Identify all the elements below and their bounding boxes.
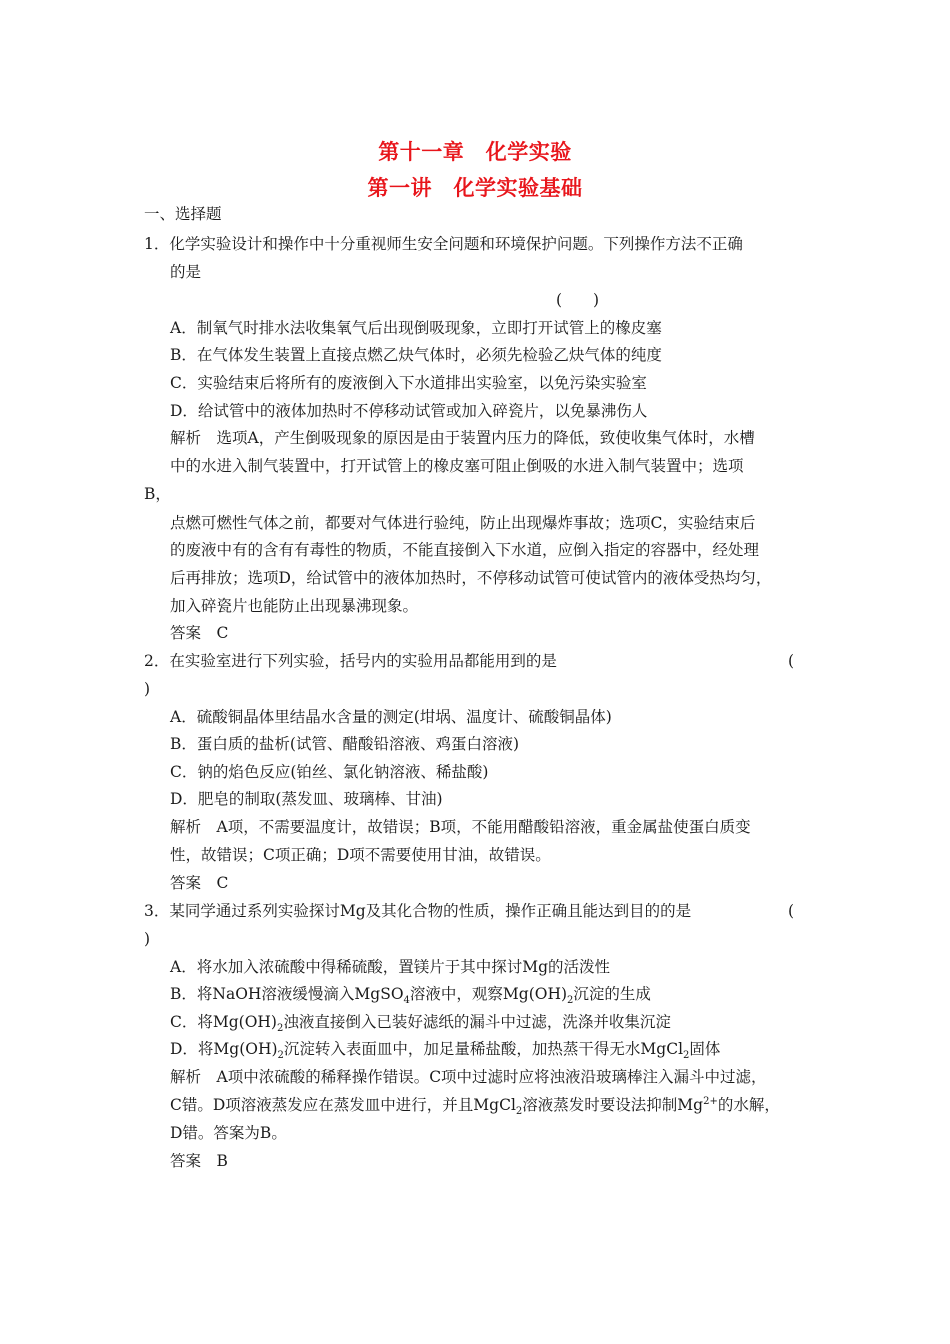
q1-stem-line1: 1．化学实验设计和操作中十分重视师生安全问题和环境保护问题。下列操作方法不正确 [144,235,743,253]
q1-option-a: A．制氧气时排水法收集氧气后出现倒吸现象，立即打开试管上的橡皮塞 [170,319,662,337]
q1-answer-paren: ( ) [556,291,600,309]
q1-analysis-line2: 中的水进入制气装置中，打开试管上的橡皮塞可阻止倒吸的水进入制气装置中；选项 [170,457,744,475]
q1-analysis-line4: 点燃可燃性气体之前，都要对气体进行验纯，防止出现爆炸事故；选项C，实验结束后 [170,514,756,532]
q3-analysis-line2: C错。D项溶液蒸发应在蒸发皿中进行，并且MgCl$_2$溶液蒸发时要设法抑制$Mg^{2+}$的水解， [170,1095,780,1118]
q1-option-d: D．给试管中的液体加热时不停移动试管或加入碎瓷片，以免暴沸伤人 [170,402,648,420]
q3-option-a: A．将水加入浓硫酸中得稀硫酸，置镁片于其中探讨Mg的活泼性 [170,958,610,976]
q3-paren-open: ( [788,902,795,920]
q1-option-b: B．在气体发生装置上直接点燃乙炔气体时，必须先检验乙炔气体的纯度 [170,346,662,364]
q2-analysis-line1: 解析 A项，不需要温度计，故错误；B项，不能用醋酸铅溶液，重金属盐使蛋白质变 [170,818,751,836]
section-heading: 一、选择题 [144,205,222,223]
q2-paren-close: ) [144,680,151,698]
q2-answer: 答案 C [170,874,229,892]
q2-option-a: A．硫酸铜晶体里结晶水含量的测定(坩埚、温度计、硫酸铜晶体) [170,708,612,726]
q1-analysis-line6: 后再排放；选项D，给试管中的液体加热时，不停移动试管可使试管内的液体受热均匀， [170,569,772,587]
q1-analysis-line1: 解析 选项A，产生倒吸现象的原因是由于装置内压力的降低，致使收集气体时，水槽 [170,429,755,447]
q1-option-c: C．实验结束后将所有的废液倒入下水道排出实验室，以免污染实验室 [170,374,647,392]
q1-analysis-line5: 的废液中有的含有有毒性的物质，不能直接倒入下水道，应倒入指定的容器中，经处理 [170,541,760,559]
q2-analysis-line2: 性，故错误；C项正确；D项不需要使用甘油，故错误。 [170,846,551,864]
q3-option-d: D．将$Mg(OH)_2$沉淀转入表面皿中，加足量稀盐酸，加热蒸干得无水MgCl$_2$固体 [170,1040,721,1062]
q2-paren-open: ( [788,652,795,670]
q3-stem: 3．某同学通过系列实验探讨Mg及其化合物的性质，操作正确且能达到目的的是 [144,902,692,920]
q1-analysis-line3: B， [144,485,171,503]
q2-stem: 2．在实验室进行下列实验，括号内的实验用品都能用到的是 [144,652,557,670]
q3-option-c: C．将$Mg(OH)_2$浊液直接倒入已装好滤纸的漏斗中过滤，洗涤并收集沉淀 [170,1013,671,1035]
chapter-title: 第十一章 化学实验 [378,140,572,164]
q2-option-c: C．钠的焰色反应(铂丝、氯化钠溶液、稀盐酸) [170,763,489,781]
q1-answer: 答案 C [170,624,229,642]
q1-analysis-line7: 加入碎瓷片也能防止出现暴沸现象。 [170,597,419,615]
lecture-title: 第一讲 化学实验基础 [367,176,583,200]
q3-analysis-line3: D错。答案为B。 [170,1124,287,1142]
q2-option-b: B．蛋白质的盐析(试管、醋酸铅溶液、鸡蛋白溶液) [170,735,519,753]
q2-option-d: D．肥皂的制取(蒸发皿、玻璃棒、甘油) [170,790,443,808]
q3-analysis-line1: 解析 A项中浓硫酸的稀释操作错误。C项中过滤时应将浊液沿玻璃棒注入漏斗中过滤， [170,1068,767,1086]
q3-answer: 答案 B [170,1152,228,1170]
q3-option-b: B．将NaOH溶液缓慢滴入MgSO$_4$溶液中，观察$Mg(OH)_2$沉淀的生成 [170,985,651,1007]
q1-stem-line2: 的是 [170,263,202,281]
q3-paren-close: ) [144,930,151,948]
